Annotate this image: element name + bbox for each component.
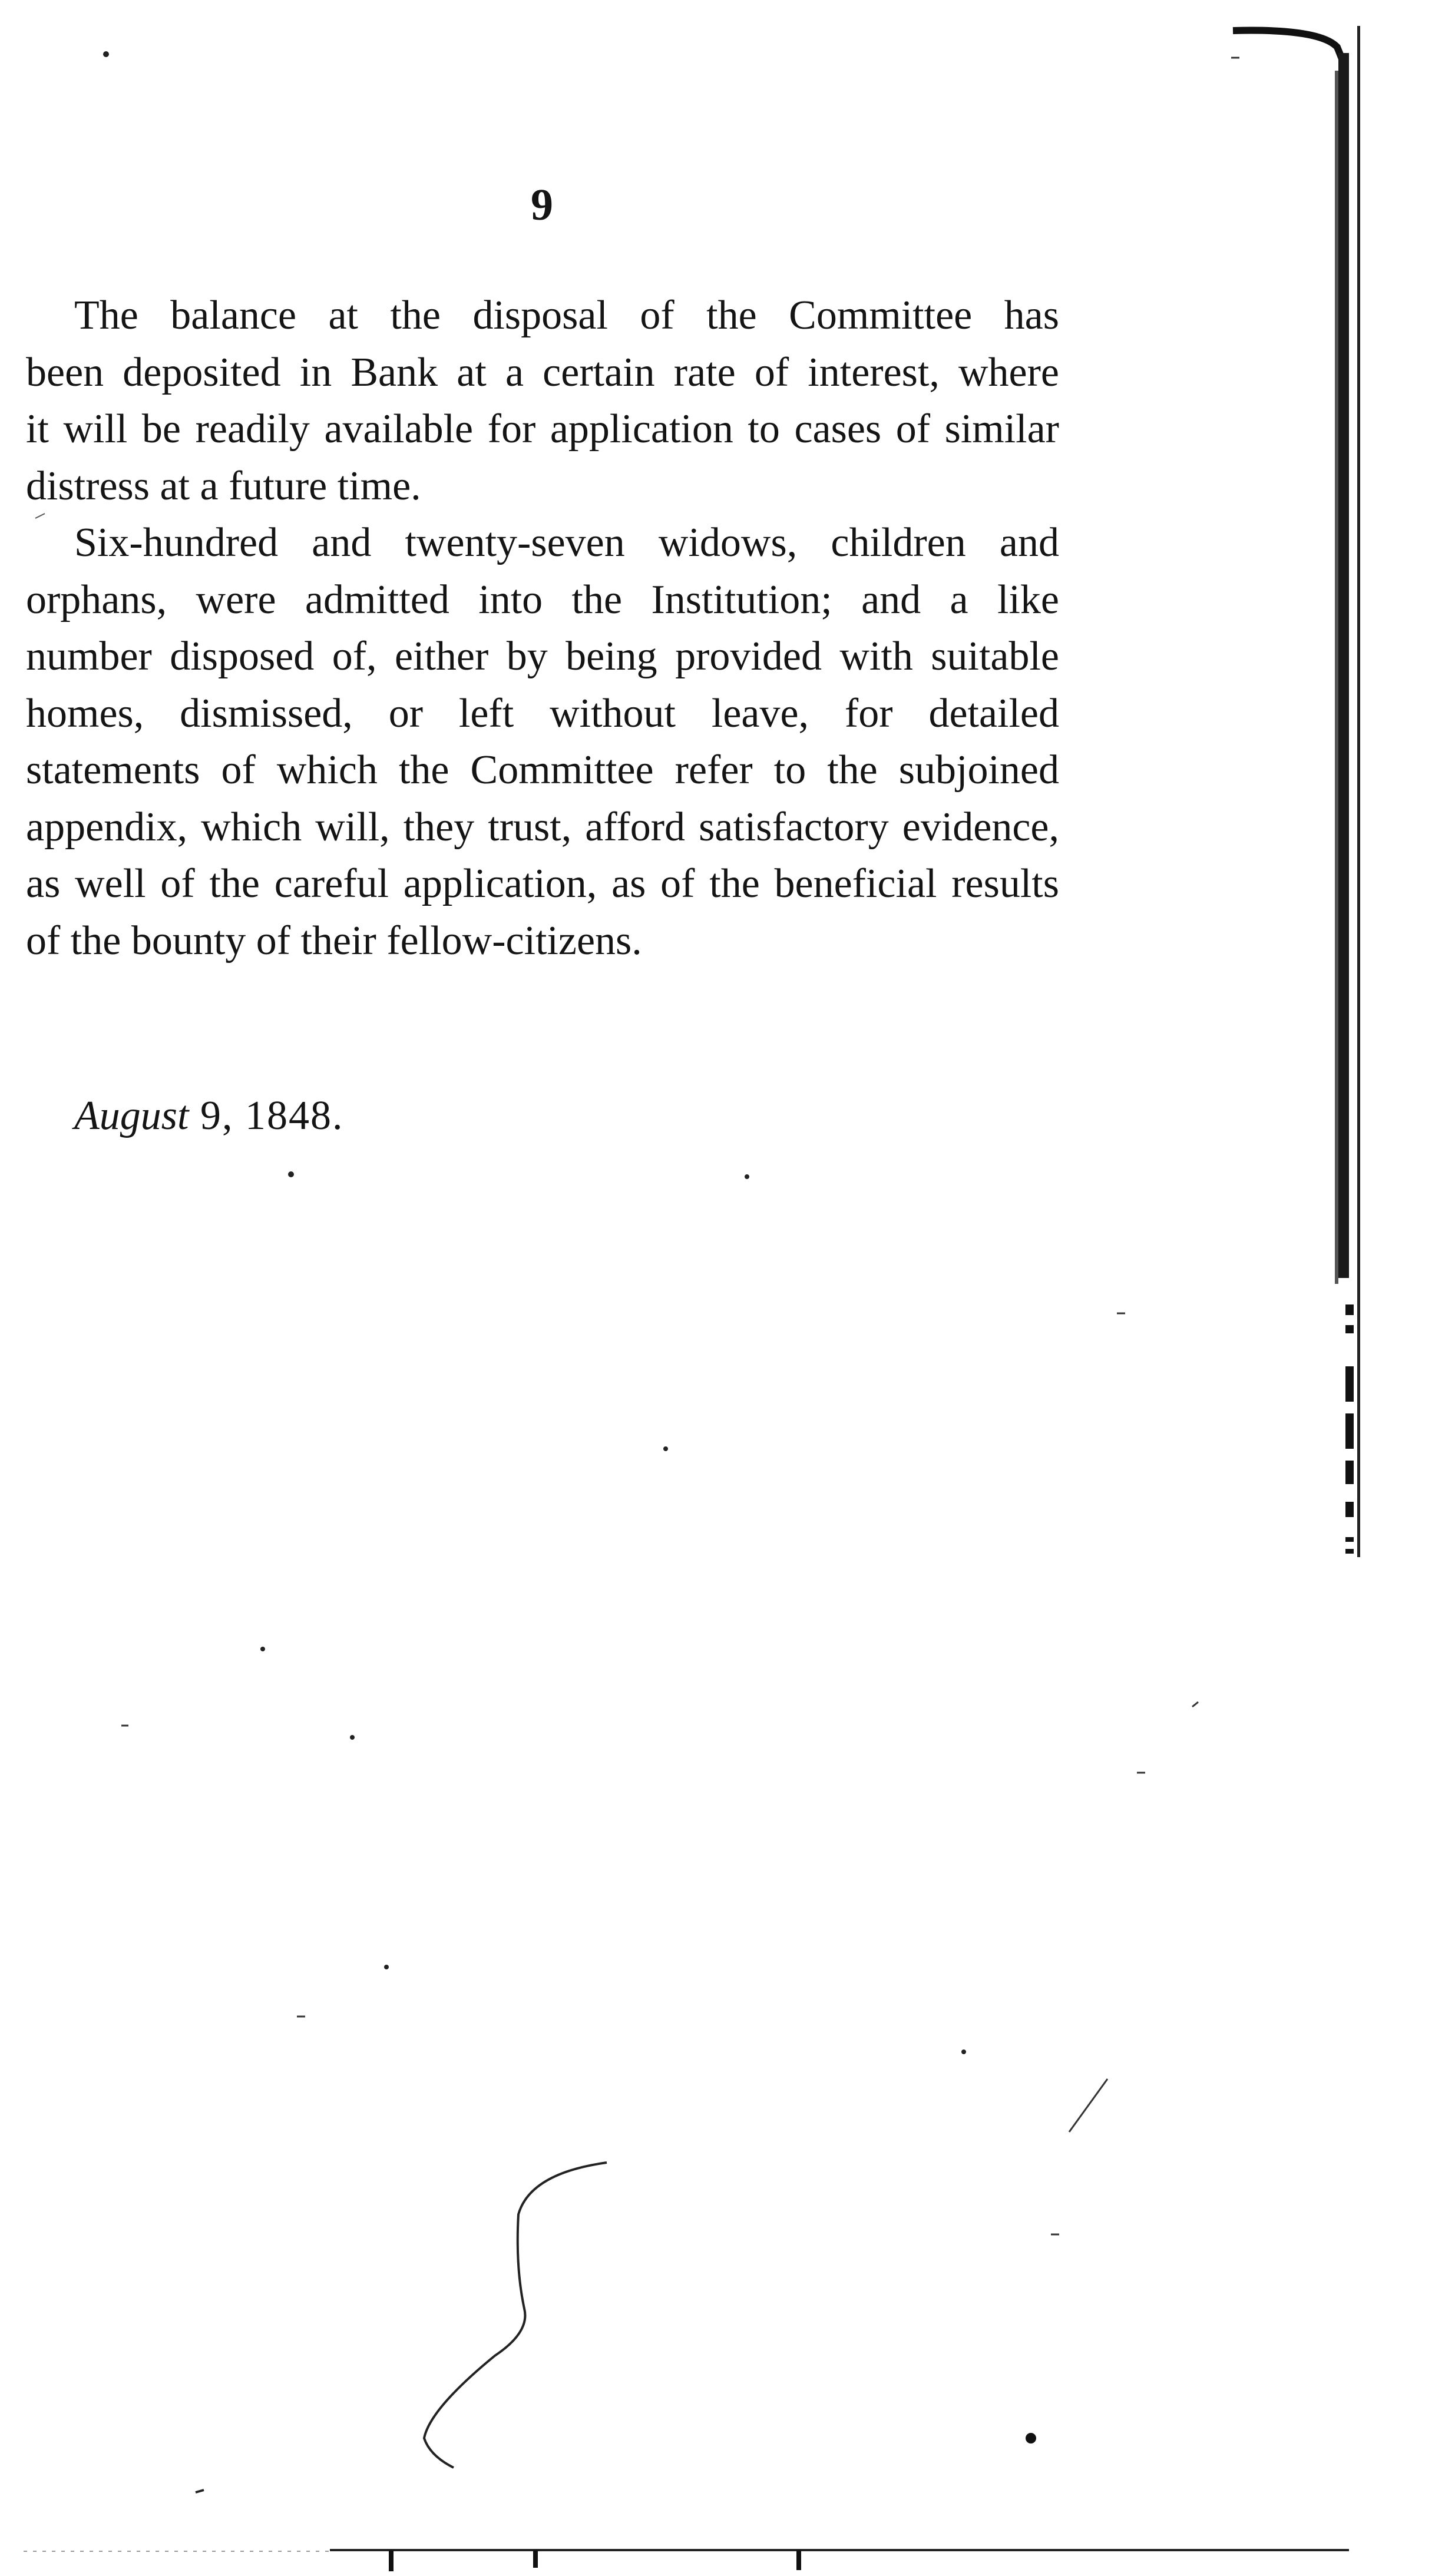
body-text [26,287,1059,969]
speck [745,1174,749,1179]
binding-edge-top-curl [1233,31,1342,59]
text-line: as well of the careful application, as of the beneficial results [26,861,1059,906]
binding-dash-6 [1345,1502,1354,1517]
speck [1026,2433,1036,2443]
binding-edge-strip [1338,53,1349,1278]
date-line [74,1095,343,1137]
speck [961,2049,966,2054]
text-line: of the bounty of their fellow-citizens. [26,918,642,963]
binding-dash-1 [1345,1304,1354,1315]
text-line: number disposed of, either by being provided with suitable [26,634,1059,679]
binding-dash-5 [1345,1461,1354,1484]
binding-edge-line [1357,26,1360,1557]
text-line: it will be readily available for application to cases of similar [26,406,1059,452]
binding-dash-4 [1345,1413,1354,1449]
binding-dash-8 [1345,1549,1354,1554]
bottom-tick-1 [389,2550,394,2571]
speck [103,51,109,57]
speck [260,1647,265,1651]
text-line: distress at a future time. [26,463,421,509]
bottom-tick-3 [796,2550,801,2570]
speck [1192,1702,1198,1707]
text-line: orphans, were admitted into the Institution; and a like [26,577,1059,623]
speck [288,1171,294,1177]
paragraph-1 [26,287,1059,515]
pencil-slash [1069,2079,1107,2132]
speck [663,1446,668,1451]
text-line: homes, dismissed, or left without leave, for detailed [26,690,1059,736]
text-line: Six-hundred and twenty-seven widows, children and [74,520,1059,565]
text-line: statements of which the Committee refer to the subjoined [26,747,1059,793]
pencil-squiggle [424,2163,607,2468]
binding-dash-2 [1345,1325,1354,1333]
text-line: The balance at the disposal of the Committee has [74,293,1059,338]
binding-dash-3 [1345,1366,1354,1402]
binding-edge-texture [1335,71,1338,1284]
binding-dash-7 [1345,1537,1354,1542]
page-number: 9 [531,180,553,230]
date-month: August [74,1093,189,1138]
text-line: appendix, which will, they trust, afford satisfactory evidence, [26,804,1059,850]
date-day-year: 9, 1848. [189,1093,344,1138]
speck [350,1735,355,1740]
paragraph-2 [26,515,1059,969]
bottom-tick-2 [533,2550,538,2568]
text-line: been deposited in Bank at a certain rate of interest, where [26,349,1059,395]
speck [384,1965,389,1969]
speck [196,2490,204,2492]
